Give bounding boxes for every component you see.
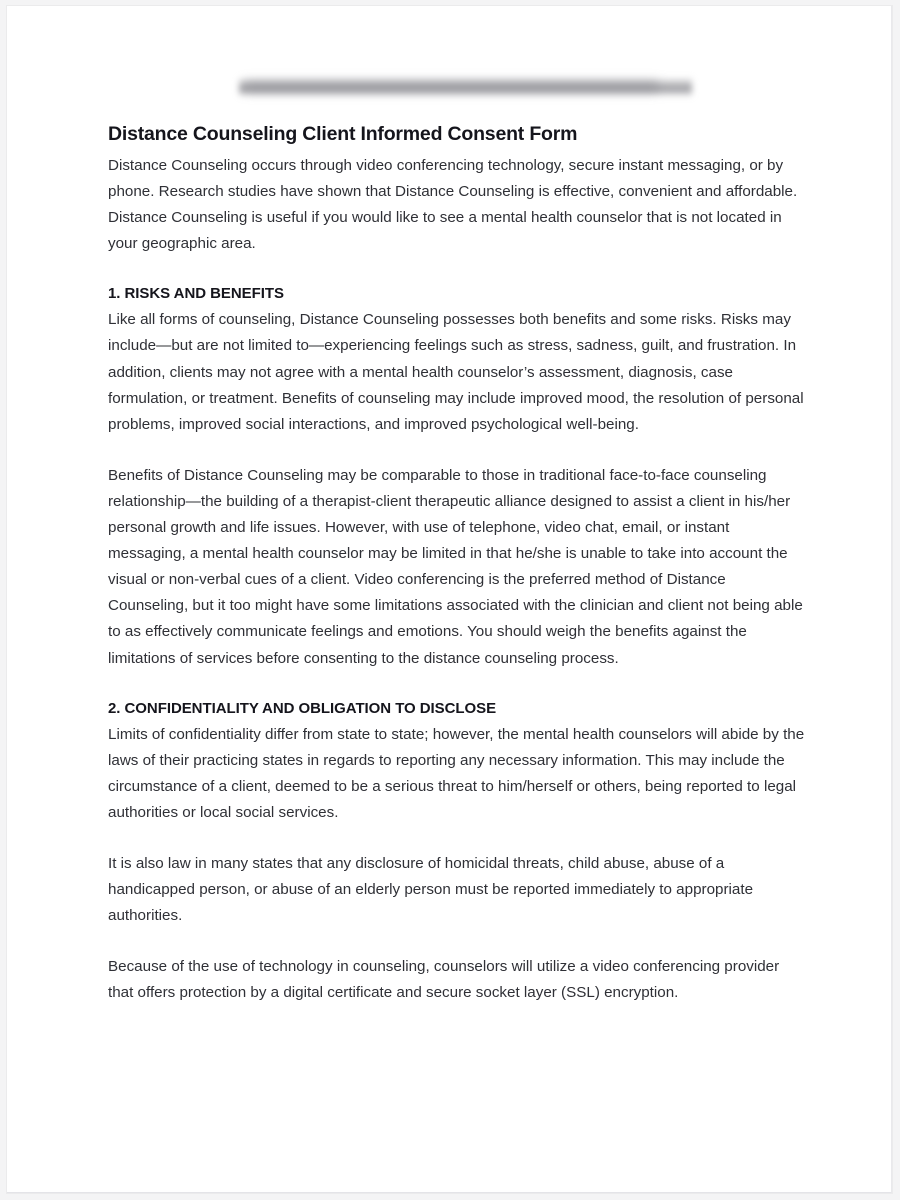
section-2-paragraph-1: Limits of confidentiality differ from state to state; however, the mental health counselors will abide by the laws of their practicing states in regards to reporting any necessary information. This may include the circumstance of a client, deemed to be a serious threat to him/herself or others, being reported to legal authorities or local social services. <box>108 725 805 821</box>
redacted-header-smudge <box>239 77 692 97</box>
document-text-column <box>108 121 808 1006</box>
section-1-paragraph-1: Like all forms of counseling, Distance Counseling possesses both benefits and some risks. Risks may include—but are not limited to—experiencing feelings such as stress, sadness, guilt, and frustration. In addition, clients may not agree with a mental health counselor’s assessment, diagnosis, case formulation, or treatment. Benefits of counseling may include improved mood, the resolution of personal problems, improved social interactions, and improved psychological well-being. <box>108 311 804 433</box>
page-title: Distance Counseling Client Informed Consent Form <box>108 123 578 145</box>
section-1-paragraph-2: Benefits of Distance Counseling may be comparable to those in traditional face-to-face counseling relationship—the building of a therapist-client therapeutic alliance designed to assist a client in his/her personal growth and life issues. However, with use of telephone, video chat, email, or instant messaging, a mental health counselor may be limited in that he/she is unable to take into account the visual or non-verbal cues of a client. Video conferencing is the preferred method of Distance Counseling, but it too might have some limitations associated with the clinician and client not being able to as effectively communicate feelings and emotions. You should weigh the benefits against the limitations of services before consenting to the distance counseling process. <box>108 466 803 667</box>
document-page-sheet <box>7 6 892 1193</box>
section-heading-risks-and-benefits: 1. RISKS AND BENEFITS <box>108 285 284 303</box>
intro-paragraph: Distance Counseling occurs through video conferencing technology, secure instant messaging, or by phone. Research studies have shown that Distance Counseling is effective, convenient and affordable. Distance Counseling is useful if you would like to see a mental health counselor that is not located in your geographic area. <box>108 157 798 253</box>
section-2-paragraph-2: It is also law in many states that any disclosure of homicidal threats, child abuse, abuse of a handicapped person, or abuse of an elderly person must be reported immediately to appropriate authorities. <box>108 854 754 925</box>
section-heading-confidentiality-and-obligation-to-disclose: 2. CONFIDENTIALITY AND OBLIGATION TO DISCLOSE <box>108 699 497 717</box>
section-2-paragraph-3: Because of the use of technology in counseling, counselors will utilize a video conferencing provider that offers protection by a digital certificate and secure socket layer (SSL) encryption. <box>108 958 780 1002</box>
